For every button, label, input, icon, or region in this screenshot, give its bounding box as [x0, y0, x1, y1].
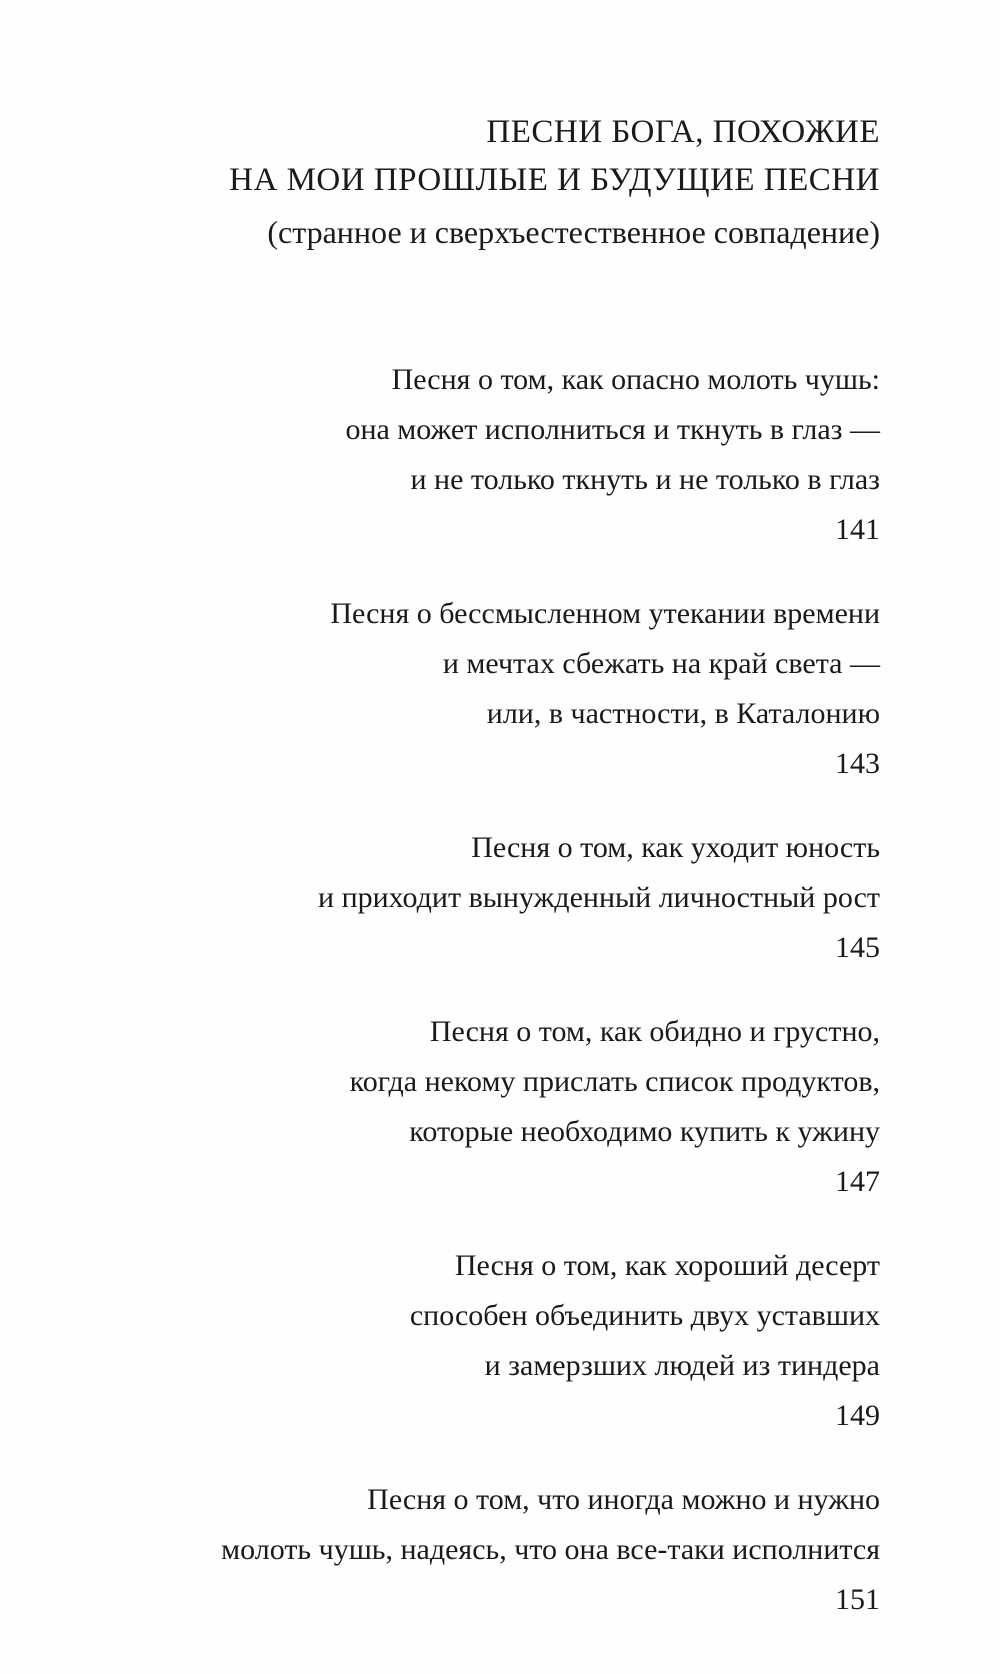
toc-entry-title-line: и мечтах сбежать на край света —	[442, 647, 880, 680]
toc-entry-title-line: молоть чушь, надеясь, что она все-таки исполнится	[221, 1533, 880, 1566]
toc-page-number: 147	[835, 1165, 880, 1198]
toc-entry-title-line: и замерзших людей из тиндера	[484, 1349, 880, 1382]
toc-page-number: 141	[835, 513, 880, 546]
toc-entry-title-line: и приходит вынужденный личностный рост	[318, 881, 880, 914]
toc-entry[interactable]	[221, 1475, 880, 1625]
toc-entry-title-line: Песня о том, как опасно молоть чушь:	[391, 363, 880, 396]
section-header	[229, 108, 880, 256]
section-title-line: ПЕСНИ БОГА, ПОХОЖИЕ	[486, 114, 880, 150]
toc-page-number: 143	[835, 747, 880, 780]
toc-entry-title-line: или, в частности, в Каталонию	[486, 697, 880, 730]
table-of-contents	[221, 355, 880, 1659]
toc-entry[interactable]	[221, 589, 880, 789]
toc-page-number: 149	[835, 1399, 880, 1432]
toc-entry-title-line: Песня о бессмысленном утекании времени	[330, 597, 880, 630]
toc-entry[interactable]	[221, 355, 880, 555]
toc-page-number: 151	[835, 1583, 880, 1616]
toc-entry-title-line: Песня о том, как хороший десерт	[454, 1249, 880, 1282]
toc-entry-title-line: Песня о том, как обидно и грустно,	[429, 1015, 880, 1048]
toc-entry[interactable]	[221, 1007, 880, 1207]
toc-entry-title-line: она может исполниться и ткнуть в глаз —	[345, 413, 880, 446]
toc-entry-title-line: Песня о том, как уходит юность	[471, 831, 880, 864]
toc-entry-title-line: которые необходимо купить к ужину	[409, 1115, 880, 1148]
toc-entry[interactable]	[221, 823, 880, 973]
section-subtitle: (странное и сверхъестественное совпадение)	[267, 214, 880, 250]
toc-entry[interactable]	[221, 1241, 880, 1441]
toc-entry-title-line: Песня о том, что иногда можно и нужно	[367, 1483, 880, 1516]
toc-entry-title-line: и не только ткнуть и не только в глаз	[410, 463, 880, 496]
toc-entry-title-line: способен объединить двух уставших	[409, 1299, 880, 1332]
toc-page-number: 145	[835, 931, 880, 964]
toc-entry-title-line: когда некому прислать список продуктов,	[349, 1065, 880, 1098]
section-title-line: НА МОИ ПРОШЛЫЕ И БУДУЩИЕ ПЕСНИ	[229, 162, 880, 198]
